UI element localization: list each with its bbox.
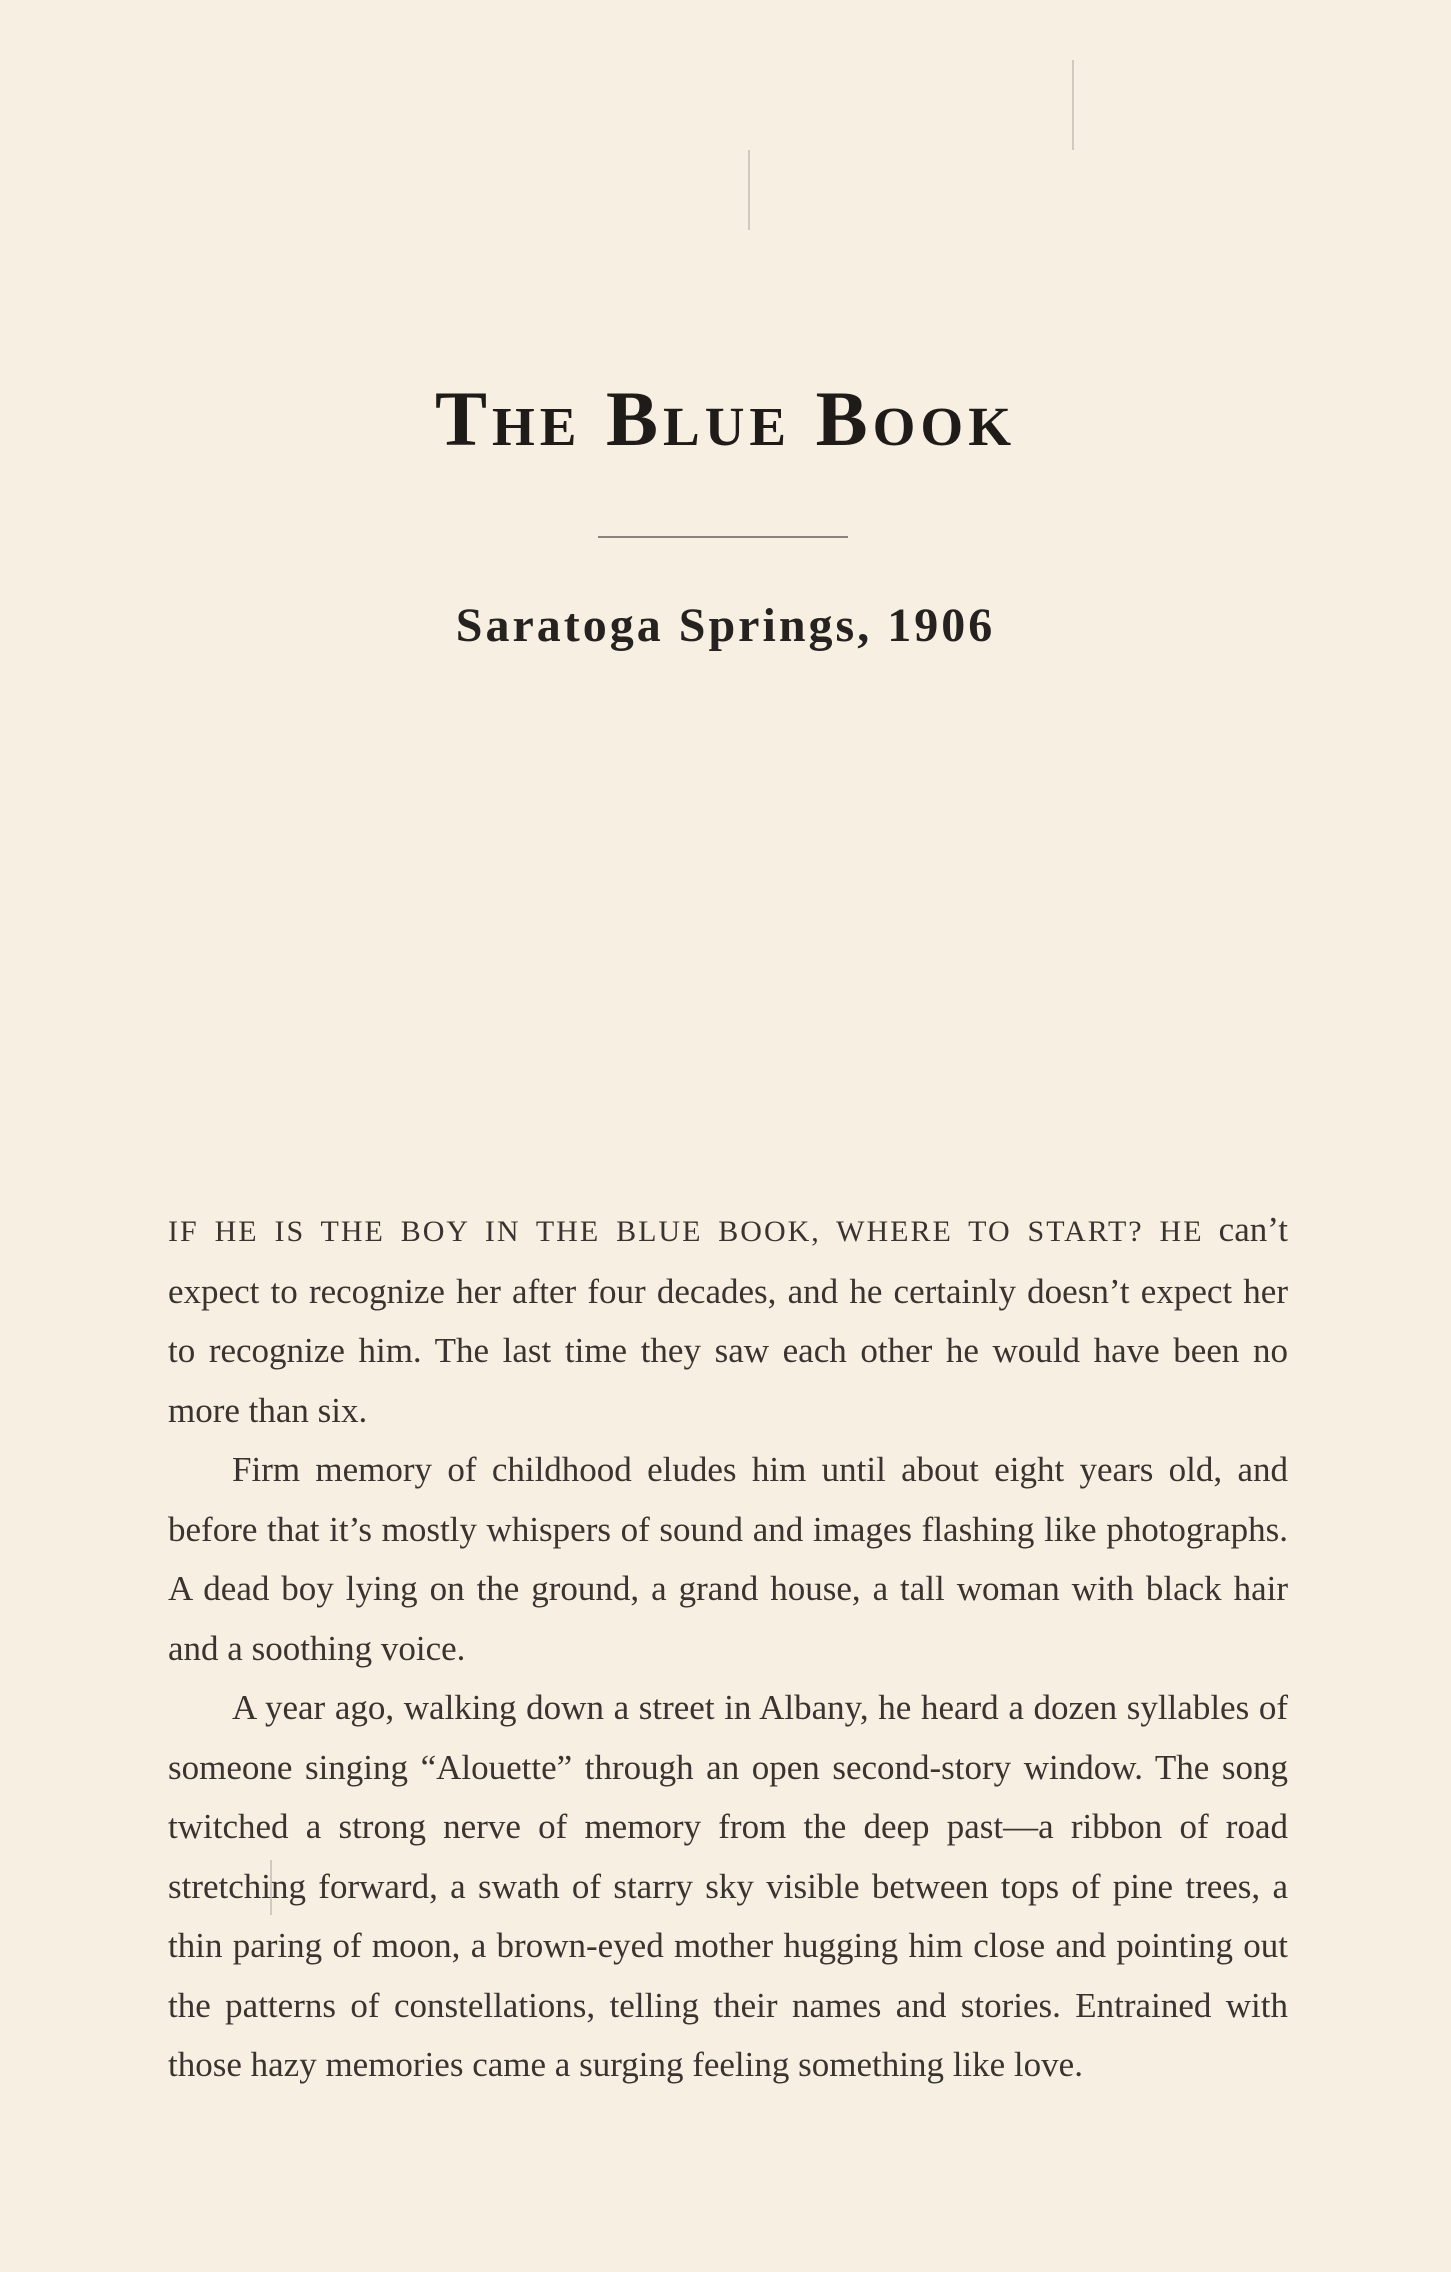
title-divider [598, 536, 848, 538]
chapter-title: The Blue Book [435, 375, 1016, 462]
chapter-subtitle: Saratoga Springs, 1906 [455, 599, 996, 652]
paper-blemish [748, 150, 750, 230]
paragraph-1 [168, 1200, 1288, 1440]
paragraph-lead-in: IF HE IS THE BOY IN THE BLUE BOOK, WHERE TO START? HE [168, 1215, 1204, 1248]
paragraph-3: A year ago, walking down a street in Albany, he heard a dozen syllables of someone singing “Alouette” through an open second-story window. The song twitched a strong nerve of memory from the deep past—a ribbon of road stretching forward, a swath of starry sky visible between tops of pine trees, a thin paring of moon, a brown-eyed mother hugging him close and pointing out the patterns of constellations, telling their names and stories. Entrained with those hazy memories came a surging feeling something like love. [168, 1688, 1288, 2084]
paragraph-2: Firm memory of childhood eludes him until about eight years old, and before that it’s mostly whispers of sound and images flashing like photographs. A dead boy lying on the ground, a grand house, a tall woman with black hair and a soothing voice. [168, 1450, 1288, 1668]
chapter-body [168, 1200, 1288, 2095]
paper-blemish [1072, 60, 1074, 150]
paragraph-text: can’t expect to recognize her after four decades, and he certainly doesn’t expect her to recognize him. The last time they saw each other he would have been no more than six. [168, 1210, 1288, 1430]
